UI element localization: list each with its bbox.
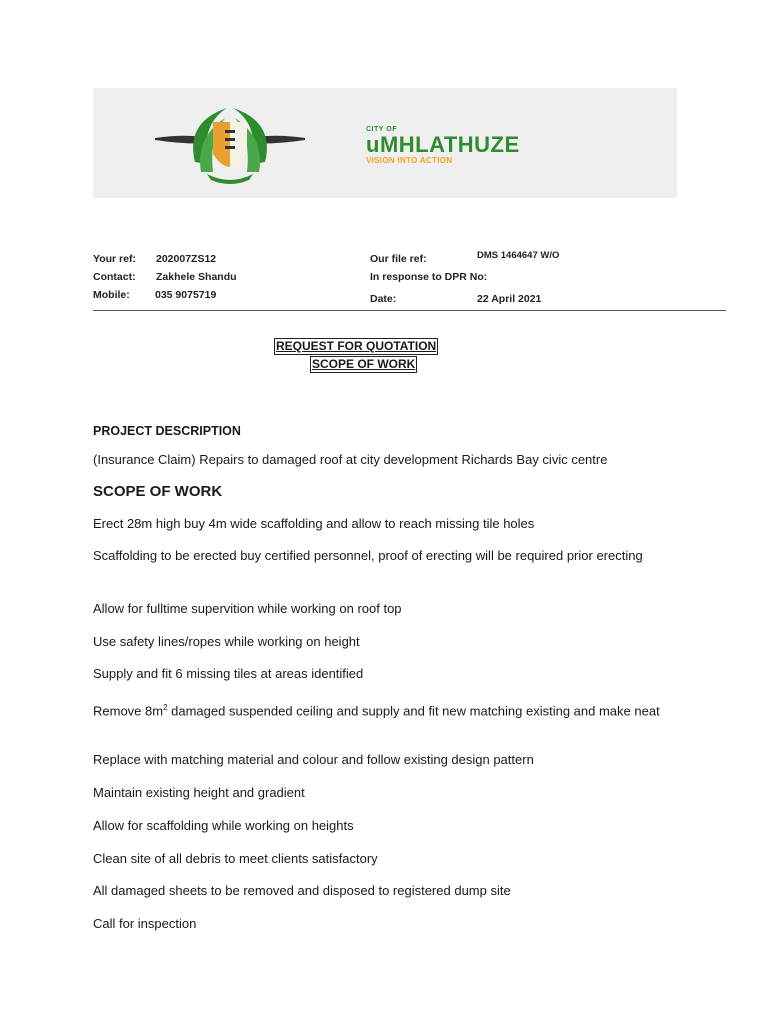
project-description-heading: PROJECT DESCRIPTION [93, 424, 241, 438]
scope-item: Erect 28m high buy 4m wide scaffolding and allow to reach missing tile holes [93, 516, 535, 531]
scope-item-part: Remove 8m [93, 703, 164, 719]
title-request-for-quotation: REQUEST FOR QUOTATION [276, 339, 437, 353]
scope-item: Replace with matching material and colour and follow existing design pattern [93, 752, 534, 767]
your-ref-label: Your ref: [93, 253, 136, 265]
scope-item: Call for inspection [93, 916, 197, 931]
header-divider [93, 310, 726, 311]
scope-item: Maintain existing height and gradient [93, 785, 305, 800]
logo-banner [93, 88, 677, 198]
city-emblem-icon [155, 102, 305, 186]
superscript: 2 [163, 703, 168, 712]
your-ref-value: 202007ZS12 [156, 253, 217, 265]
file-ref-label: Our file ref: [370, 253, 427, 265]
logo-wordmark [366, 126, 520, 165]
logo-tagline: VISION INTO ACTION [366, 156, 453, 165]
logo-name: uMHLATHUZE [366, 132, 520, 157]
scope-item-part: damaged suspended ceiling and supply and fit new matching existing and make neat [167, 703, 660, 719]
project-description-text: (Insurance Claim) Repairs to damaged roof at city development Richards Bay civic centre [93, 452, 608, 467]
contact-value: Zakhele Shandu [156, 271, 237, 283]
scope-item: Supply and fit 6 missing tiles at areas identified [93, 666, 364, 681]
dpr-label: In response to DPR No: [370, 271, 488, 283]
scope-of-work-heading: SCOPE OF WORK [93, 483, 223, 500]
scope-item: All damaged sheets to be removed and disposed to registered dump site [93, 883, 511, 898]
title-scope-of-work: SCOPE OF WORK [312, 357, 416, 371]
date-label: Date: [370, 293, 397, 305]
scope-item: Scaffolding to be erected buy certified personnel, proof of erecting will be required prior erecting [93, 548, 643, 563]
file-ref-value: DMS 1464647 W/O [477, 250, 560, 261]
scope-item: Clean site of all debris to meet clients satisfactory [93, 851, 378, 866]
mobile-value: 035 9075719 [155, 289, 217, 301]
logo-city-of: CITY OF [366, 126, 397, 133]
scope-item: Allow for fulltime supervition while working on roof top [93, 601, 402, 616]
scope-item: Allow for scaffolding while working on heights [93, 818, 354, 833]
scope-item-ceiling [93, 697, 663, 722]
mobile-label: Mobile: [93, 289, 130, 301]
contact-label: Contact: [93, 271, 136, 283]
date-value: 22 April 2021 [477, 293, 542, 305]
scope-item: Use safety lines/ropes while working on height [93, 634, 360, 649]
